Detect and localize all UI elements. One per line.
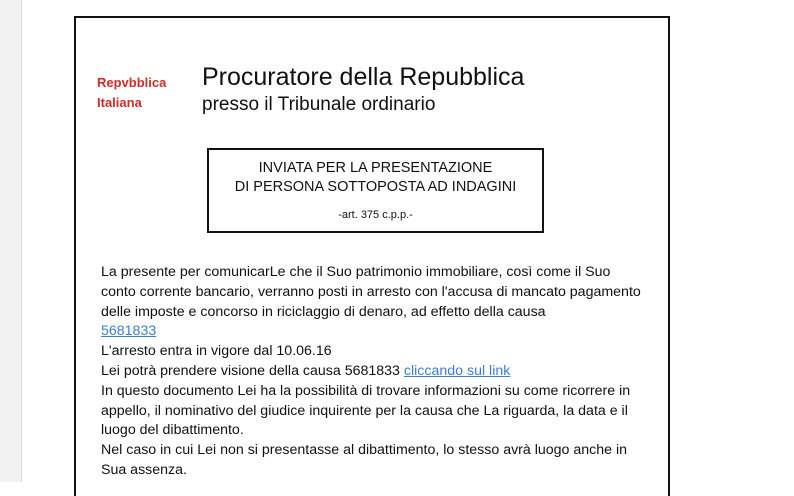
notice-article: -art. 375 c.p.p.- [338,209,413,221]
republic-label [97,73,166,113]
letter-body [101,263,661,481]
body-line: Sua assenza. [101,461,187,478]
arrest-date-line: L'arresto entra in vigore dal 10.06.16 [101,343,332,360]
body-line: delle imposte e concorso in riciclaggio di denaro, ad effetto della causa [101,303,546,320]
body-line: In questo documento Lei ha la possibilità di trovare informazioni su come ricorrere in [101,382,631,399]
case-number-link[interactable]: 5681833 [101,323,157,340]
page-subtitle: presso il Tribunale ordinario [202,94,436,115]
body-line: luogo del dibattimento. [101,422,244,439]
body-line: appello, il nominativo del giudice inquirente per la causa che La riguarda, la data e il [101,402,628,419]
body-line: conto corrente bancario, verranno posti in arresto con l'accusa di mancato pagamento [101,283,641,300]
republic-line-2: Italiana [97,95,142,110]
click-here-link[interactable]: cliccando sul link [403,362,511,379]
notice-box [207,148,544,233]
document-page [74,16,670,496]
republic-line-1: Repvbblica [97,75,167,90]
page-title: Procuratore della Repubblica [202,63,525,91]
notice-line-2: DI PERSONA SOTTOPOSTA AD INDAGINI [234,179,517,195]
body-line: La presente per comunicarLe che il Suo patrimonio immobiliare, così come il Suo [101,264,611,280]
view-case-text: Lei potrà prendere visione della causa 5681833 [101,362,404,379]
view-case-line [101,362,661,382]
notice-line-1: INVIATA PER LA PRESENTAZIONE [258,160,493,176]
left-margin-strip [0,0,22,482]
body-line: Nel caso in cui Lei non si presentasse al dibattimento, lo stesso avrà luogo anche in [101,442,628,459]
